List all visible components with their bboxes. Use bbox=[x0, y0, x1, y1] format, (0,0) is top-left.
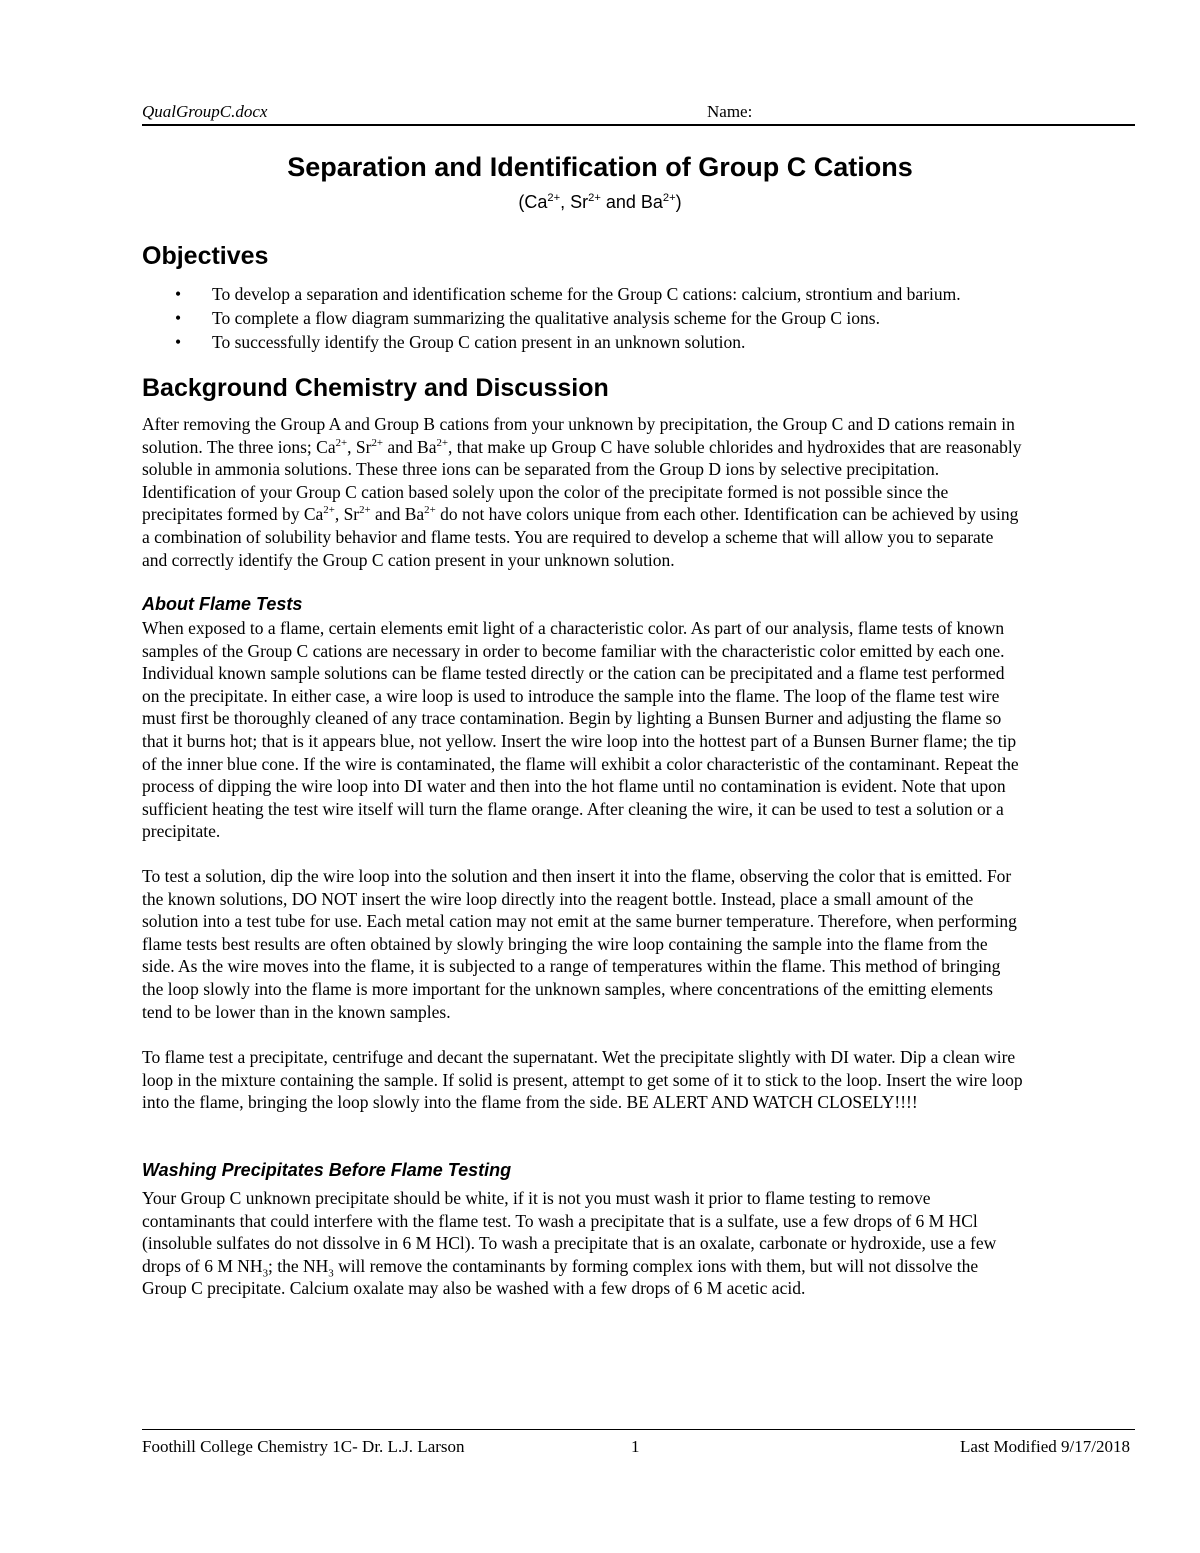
document-filename: QualGroupC.docx bbox=[142, 102, 268, 121]
background-heading: Background Chemistry and Discussion bbox=[142, 374, 609, 402]
name-label: Name: bbox=[707, 102, 753, 121]
flame-tests-paragraph-3: To flame test a precipitate, centrifuge and decant the supernatant. Wet the precipitate slightly with DI water. Dip a clean wire loop in the mixture containing the sample. If solid is present, attempt to get some of it to stick to the loop. Insert the wire loop into the flame, bringing the loop slowly into the flame from the side. BE ALERT AND WATCH CLOSELY!!!! bbox=[142, 1047, 1023, 1113]
page-title: Separation and Identification of Group C Cations bbox=[287, 152, 913, 182]
flame-tests-paragraph-1: When exposed to a flame, certain elements emit light of a characteristic color. As part of our analysis, flame tests of known samples of the Group C cations are necessary in order to become familiar with the characteristic color emitted by each one. Individual known sample solutions can be flame tested directly or the cation can be precipitated and a flame test performed on the precipitate. In either case, a wire loop is used to introduce the sample into the flame. The loop of the flame test wire must first be thoroughly cleaned of any trace contamination. Begin by lighting a Bunsen Burner and adjusting the flame so that it burns hot; that is it appears blue, not yellow. Insert the wire loop into the hottest part of a Bunsen Burner flame; the tip of the inner blue cone. If the wire is contaminated, the flame will exhibit a color characteristic of the contaminant. Repeat the process of dipping the wire loop into DI water and then into the hot flame until no contamination is evident. Note that upon sufficient heating the test wire itself will turn the flame orange. After cleaning the wire, it can be used to test a solution or a precipitate. bbox=[142, 618, 1019, 842]
objectives-list bbox=[142, 283, 1135, 355]
footer-course: Foothill College Chemistry 1C- Dr. L.J. Larson bbox=[142, 1437, 465, 1456]
bullet-icon: • bbox=[175, 284, 182, 304]
washing-heading: Washing Precipitates Before Flame Testing bbox=[142, 1160, 512, 1180]
footer-last-modified: Last Modified 9/17/2018 bbox=[960, 1437, 1130, 1456]
bullet-icon: • bbox=[175, 332, 182, 352]
flame-tests-heading: About Flame Tests bbox=[142, 594, 303, 614]
washing-paragraph: Your Group C unknown precipitate should be white, if it is not you must wash it prior to flame testing to remove contaminants that could interfere with the flame test. To wash a precipitate that is a sulfate, use a few drops of 6 M HCl (insoluble sulfates do not dissolve in 6 M HCl). To wash a precipitate that is an oxalate, carbonate or hydroxide, use a few drops of 6 M $NH_3$; the $NH_3$ will remove the contaminants by forming complex ions with them, but will not dissolve the Group C precipitate. Calcium oxalate may also be washed with a few drops of 6 M acetic acid. bbox=[142, 1188, 997, 1299]
page-header bbox=[142, 100, 1135, 126]
flame-tests-paragraph-2: To test a solution, dip the wire loop into the solution and then insert it into the flame, observing the color that is emitted. For the known solutions, DO NOT insert the wire loop directly into the reagent bottle. Instead, place a small amount of the solution into a test tube for use. Each metal cation may not emit at the same burner temperature. Therefore, when performing flame tests best results are often obtained by slowly bringing the wire loop containing the sample into the flame from the side. As the wire moves into the flame, it is subjected to a range of temperatures within the flame. This method of bringing the loop slowly into the flame is more important for the unknown samples, where concentrations of the emitting elements tend to be lower than in the known samples. bbox=[142, 866, 1017, 1022]
list-item: • To complete a flow diagram summarizing the qualitative analysis scheme for the Group C ions. bbox=[175, 308, 880, 328]
list-item: • To successfully identify the Group C cation present in an unknown solution. bbox=[175, 332, 746, 352]
objectives-heading: Objectives bbox=[142, 242, 269, 270]
page-subtitle: ($Ca^{2+}$, $Sr^{2+}$ and $Ba^{2+}$) bbox=[518, 192, 682, 212]
page-number: 1 bbox=[631, 1437, 640, 1456]
list-item: • To develop a separation and identification scheme for the Group C cations: calcium, strontium and barium. bbox=[175, 284, 961, 304]
page-footer bbox=[142, 1429, 1135, 1456]
background-paragraph: After removing the Group A and Group B cations from your unknown by precipitation, the Group C and D cations remain in solution. The three ions; $Ca^{2+}$, $Sr^{2+}$ and $Ba^{2+}$, that make up Group C have soluble chlorides and hydroxides that are reasonably soluble in ammonia solutions. These three ions can be separated from the Group D ions by selective precipitation. Identification of your Group C cation based solely upon the color of the precipitate formed is not possible since the precipitates formed by $Ca^{2+}$, $Sr^{2+}$ and $Ba^{2+}$ do not have colors unique from each other. Identification can be achieved by using a combination of solubility behavior and flame tests. You are required to develop a scheme that will allow you to separate and correctly identify the Group C cation present in your unknown solution. bbox=[142, 414, 1022, 570]
bullet-icon: • bbox=[175, 308, 182, 328]
